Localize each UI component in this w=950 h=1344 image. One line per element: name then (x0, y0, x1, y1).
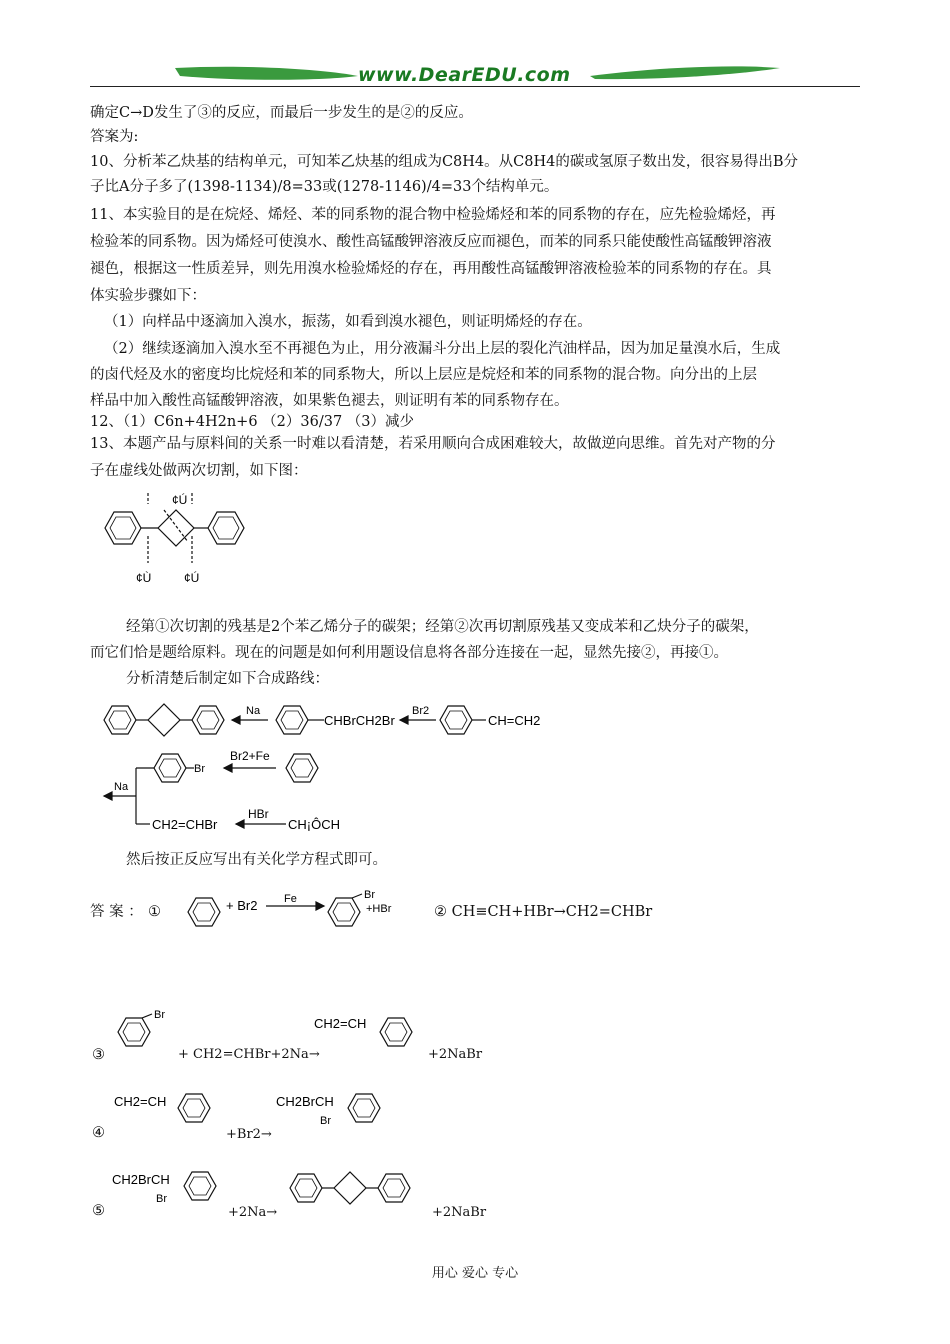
eq-number: ⑤ (92, 1203, 105, 1219)
synthesis-route (100, 700, 560, 840)
text-line: （2）继续逐滴加入溴水至不再褪色为止，用分液漏斗分出上层的裂化汽油样品，因为加足量溴水后，生成 (104, 341, 781, 357)
eq-text: CH2=CH (314, 1016, 367, 1031)
text-line: 样品中加入酸性高锰酸钾溶液，如果紫色褪去，则证明有苯的同系物存在。 (90, 393, 569, 409)
eq-text: + Br2 (226, 898, 258, 913)
text-line: 分析清楚后制定如下合成路线： (126, 671, 329, 687)
text-line: 经第①次切割的残基是2个苯乙烯分子的碳架；经第②次再切割原残基又变成苯和乙炔分子的碳架， (126, 619, 759, 635)
eq-text: Br (156, 1193, 167, 1205)
eq-text: Fe (284, 893, 297, 905)
text-line: 13、本题产品与原料间的关系一时难以看清楚，若采用顺向合成困难较大，故做逆向思维。首先对产物的分 (90, 436, 776, 452)
text-line: 检验苯的同系物。因为烯烃可使溴水、酸性高锰酸钾溶液反应而褪色，而苯的同系只能使酸性高锰酸钾溶液 (90, 234, 772, 250)
text-line: 12、（1）C6n+4H2n+6 （2）36/37 （3）减少 (90, 414, 414, 430)
styrene (114, 1088, 224, 1128)
eq-text: CH2BrCH (112, 1172, 170, 1187)
route-label: CHBrCH2Br (324, 713, 395, 728)
eq-number: ① (148, 904, 161, 920)
bromobenzene (116, 1009, 176, 1052)
eq-text: Br (154, 1009, 165, 1021)
dibromide (112, 1166, 232, 1210)
eq-text: CH2BrCH (276, 1094, 334, 1109)
cut-diagram (100, 488, 240, 598)
text-line: 然后按正反应写出有关化学方程式即可。 (126, 852, 387, 868)
eq-number: ③ (92, 1047, 105, 1063)
cut-label: ¢Ú (184, 571, 200, 585)
text-line: 的卤代烃及水的密度均比烷烃和苯的同系物大，所以上层应是烷烃和苯的同系物的混合物。向分出的上层 (90, 367, 757, 383)
route-label: Br2 (412, 705, 430, 717)
text-line: 答案为: (90, 129, 139, 145)
route-label: CH=CH2 (488, 713, 541, 728)
eq-text: +2NaBr (432, 1205, 487, 1220)
route-label: HBr (248, 807, 269, 821)
page-footer: 用心 爱心 专心 (431, 1266, 519, 1281)
header-rule (90, 86, 860, 87)
route-label: Na (246, 705, 261, 717)
route-label: CH¡ÔCH (288, 817, 340, 832)
text-line: 子比A分子多了(1398-1134)/8=33或(1278-1146)/4=33个结构单元。 (90, 179, 559, 195)
equation-1 (186, 889, 446, 932)
eq-text: Br (320, 1115, 331, 1127)
route-label: CH2=CHBr (152, 817, 218, 832)
text-line: 11、本实验目的是在烷烃、烯烃、苯的同系物的混合物中检验烯烃和苯的同系物的存在，应先检验烯烃，再 (90, 207, 776, 223)
dibromide (276, 1088, 396, 1132)
route-label: Br2+Fe (230, 749, 270, 763)
text-line: 10、分析苯乙炔基的结构单元，可知苯乙炔基的组成为C8H4。从C8H4的碳或氢原子数出发，很容易得出B分 (90, 154, 798, 170)
eq-text: + CH2=CHBr+2Na→ (178, 1047, 320, 1062)
text-line: 而它们恰是题给原料。现在的问题是如何利用题设信息将各部分连接在一起，显然先接②，再接①。 (90, 645, 728, 661)
eq-text: +Br2→ (226, 1127, 272, 1142)
route-label: Br (194, 763, 205, 775)
cut-label: ¢Ú (172, 493, 188, 507)
answer-label: 答 案 ： (90, 904, 143, 920)
eq-text: +2Na→ (228, 1205, 278, 1220)
text-line: （1）向样品中逐滴加入溴水，振荡，如看到溴水褪色，则证明烯烃的存在。 (104, 314, 592, 330)
route-label: Na (114, 781, 129, 793)
cut-label: ¢Ù (136, 571, 152, 585)
text-line: 褪色，根据这一性质差异，则先用溴水检验烯烃的存在，再用酸性高锰酸钾溶液检验苯的同系物的存在。具 (90, 261, 772, 277)
text-line: 子在虚线处做两次切割，如下图： (90, 463, 308, 479)
eq-text: CH2=CH (114, 1094, 167, 1109)
site-logo: www.DearEDU.com (358, 64, 571, 86)
eq-number: ④ (92, 1125, 105, 1141)
eq-text: ② CH≡CH+HBr→CH2=CHBr (434, 904, 653, 920)
text-line: 体实验步骤如下： (90, 288, 206, 304)
text-line: 确定C→D发生了③的反应，而最后一步发生的是②的反应。 (90, 105, 473, 121)
diphenylcyclobutane (286, 1168, 436, 1212)
eq-text: Br (364, 889, 375, 901)
eq-text: +2NaBr (428, 1047, 483, 1062)
eq-text: +HBr (366, 903, 392, 915)
styrene (314, 1012, 424, 1052)
